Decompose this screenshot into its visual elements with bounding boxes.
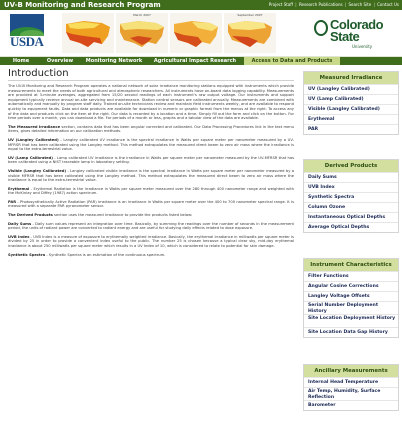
sidebar-item-synthetic-spectra[interactable]: Synthetic Spectra (304, 192, 398, 202)
paragraph-uv-lamp: UV (Lamp Calibrated) - Lamp calibrated UV irradiance is the irradiance in Watts per square meter per nanometer measured by the UV-MFRSR that has been calibrated using a NIST traceable lamp in laboratory setting. (8, 155, 294, 165)
nav-item-overview[interactable]: Overview (46, 58, 74, 64)
sidebar-item-instantaneous-optical-depths[interactable]: Instantaneous Optical Depths (304, 212, 398, 222)
nav-item-home[interactable]: Home (12, 58, 30, 64)
sidebar-item-site-location-deployment-history[interactable]: Site Location Deployment History (304, 314, 398, 327)
sidebar-item-uv-lamp[interactable]: UV (Lamp Calibrated) (304, 94, 398, 104)
header-banner (0, 10, 402, 57)
paragraph-measured-irradiance: The Measured Irradiance section, contains data that has been angular corrected and calibrated. Our Data Processing Procedures link in the text menu items, gives detailed information on our calibration methods. (8, 124, 294, 134)
us-map-1 (62, 13, 114, 53)
sidebar-item-langley-voltage-offsets[interactable]: Langley Voltage Offsets (304, 291, 398, 301)
sidebar-box-measured-irradiance (303, 71, 399, 135)
paragraph-synthetic-spectra: Synthetic Spectra - Synthetic Spectra is an estimation of the continuous spectrum. (8, 252, 166, 257)
main-content (8, 67, 294, 427)
sidebar-item-serial-number-deployment-history[interactable]: Serial Number Deployment History (304, 301, 398, 314)
sidebar-box-title: Measured Irradiance (304, 72, 398, 84)
sidebar-box-title: Instrument Characteristics (304, 259, 398, 271)
sidebar (303, 67, 399, 427)
sidebar-box-title: Ancillary Measurements (304, 365, 398, 377)
sidebar-item-daily-sums[interactable]: Daily Sums (304, 172, 398, 182)
paragraph-uvb-index: UVB Index - UVB Index is a measure of exposure to erythemally weighted irradiance. Basically, the erythemal irradiance in milliwatts per square meter is divided by 25 in order to provide a convenient index useful to the public. The number 25 is chosen because a typical clear sky, mid-day erythemal irradiance is about 250 milliwatts per square meter which results in a UV Index of 10, which is considered to relate to potential for skin damage. (8, 234, 294, 249)
sidebar-box-instrument-characteristics (303, 258, 399, 338)
usda-logo[interactable] (10, 14, 44, 48)
nav-item-agricultural-impact-research[interactable]: Agricultural Impact Research (153, 58, 237, 64)
top-links (268, 0, 399, 10)
csu-logo[interactable]: Colorado State University (314, 16, 394, 52)
link-separator: | (373, 2, 375, 7)
paragraph-intro: The UV-B Monitoring and Research Program operates a national network of solar irradiance monitoring stations equipped with instruments which provide measurements to meet the needs of both agricultural and atmospheric researchers. All instruments have on-board data logging capability. Measurements are provided at 3-minute averages, aggregated from 15/20 second readings of each instrument's raw output voltage. Our instruments and support equipment typically receive annual on-site servicing and maintenance. Station central sensors are calibrated annually. Measurements are combined with automatically and manually by program staff daily. Trained on-site technicians review and maintain field instruments weekly, and are available to respond quickly to equipment faults. Data and data products are available for download in numeric or graphic format from the menus at the right. To access any of the data and products click on the item at the right. Our data is recorded by a location and a time. Simply fill out the form and click on the button. For time periods over a month, you can download a file. For periods of a month or less, graphs and a tabular view of the data are available. (8, 84, 294, 121)
paragraph-derived-products: The Derived Products section uses the measured irradiance to provide the products listed below: (8, 213, 193, 218)
paragraph-daily-sums: Daily Sums - Daily sum values represent an integration over time. Basically, by summing the readings over the number of seconds in the measurement period, the units of radiant power are converted to radiant energy and are useful for studying daily effects related to dose exposure. (8, 221, 294, 231)
main-nav (0, 57, 402, 65)
sidebar-item-visible-langley[interactable]: Visible (Langley Calibrated) (304, 104, 398, 114)
paragraph-erythemal: Erythemal - Erythemal Radiation is the irradiance in Watts per square meter measured over the 280 through 400 nanometer range and weighted with the McKinlay and Diffey (1987) action spectrum. (8, 186, 294, 196)
link-project-staff[interactable]: Project Staff (268, 2, 294, 7)
sidebar-box-title: Derived Products (304, 160, 398, 172)
paragraph-uv-langley: UV (Langley Calibrated) - Langley calibrated UV irradiance is the spectral irradiance in Watts per square meter per nanometer measured by a UV-MFRSR that has been calibrated using the Langley method. This method extrapolates the measured direct beam to zero air mass where the irradiance is equal to the extra-terrestrial value. (8, 137, 294, 152)
sidebar-box-derived-products (303, 159, 399, 233)
sidebar-item-uv-langley[interactable]: UV (Langley Calibrated) (304, 84, 398, 94)
sidebar-box-ancillary-measurements (303, 364, 399, 411)
sidebar-item-erythemal[interactable]: Erythemal (304, 114, 398, 124)
sidebar-item-air-temp-humidity[interactable]: Air Temp, Humidity, Surface Reflection (304, 387, 398, 400)
link-separator: | (344, 2, 347, 7)
nav-item-access-to-data-and-products[interactable]: Access to Data and Products (244, 57, 340, 65)
link-research-publications[interactable]: Research Publications (298, 2, 343, 7)
paragraph-visible-langley: Visible (Langley Calibrated) - Langley calibrated visible irradiance is the spectral irradiance in Watts per square meter per nanometer measured by a visible MFRSR that has been calibrated using the Langley method. This method extrapolates the measured direct beam to zero air mass where the irradiance is equal to the extra-terrestrial value. (8, 168, 294, 183)
link-separator: | (295, 2, 297, 7)
top-bar (0, 0, 402, 10)
nav-item-monitoring-network[interactable]: Monitoring Network (85, 58, 143, 64)
ram-icon (314, 20, 328, 36)
paragraph-par: PAR - Photosynthetically Active Radiation (PAR) irradiance is an irradiance in Watts per square meter over the 400 to 700 nanometer spectral range. It is measured with a separate PAR pyranometer sensor. (8, 199, 294, 209)
sidebar-item-filter-functions[interactable]: Filter Functions (304, 271, 398, 281)
us-map-4: September 2007 (224, 13, 276, 53)
usda-logo-mark (10, 14, 44, 36)
us-map-3 (170, 13, 222, 53)
link-search-site[interactable]: Search Site (348, 2, 372, 7)
sidebar-item-site-location-data-gap-history[interactable]: Site Location Data Gap History (304, 327, 398, 337)
us-map-2: March 2007 (116, 13, 168, 53)
sidebar-item-angular-cosine-corrections[interactable]: Angular Cosine Corrections (304, 281, 398, 291)
sidebar-item-column-ozone[interactable]: Column Ozone (304, 202, 398, 212)
sidebar-item-barometer[interactable]: Barometer (304, 400, 398, 410)
site-title: UV-B Monitoring and Research Program (4, 1, 161, 9)
usda-logo-text: USDA (10, 34, 44, 49)
link-contact-us[interactable]: Contact Us (377, 2, 399, 7)
page-title: Introduction (8, 67, 294, 81)
sidebar-item-par[interactable]: PAR (304, 124, 398, 134)
sidebar-item-average-optical-depths[interactable]: Average Optical Depths (304, 222, 398, 232)
sidebar-item-uvb-index[interactable]: UVB Index (304, 182, 398, 192)
sidebar-item-internal-head-temperature[interactable]: Internal Head Temperature (304, 377, 398, 387)
